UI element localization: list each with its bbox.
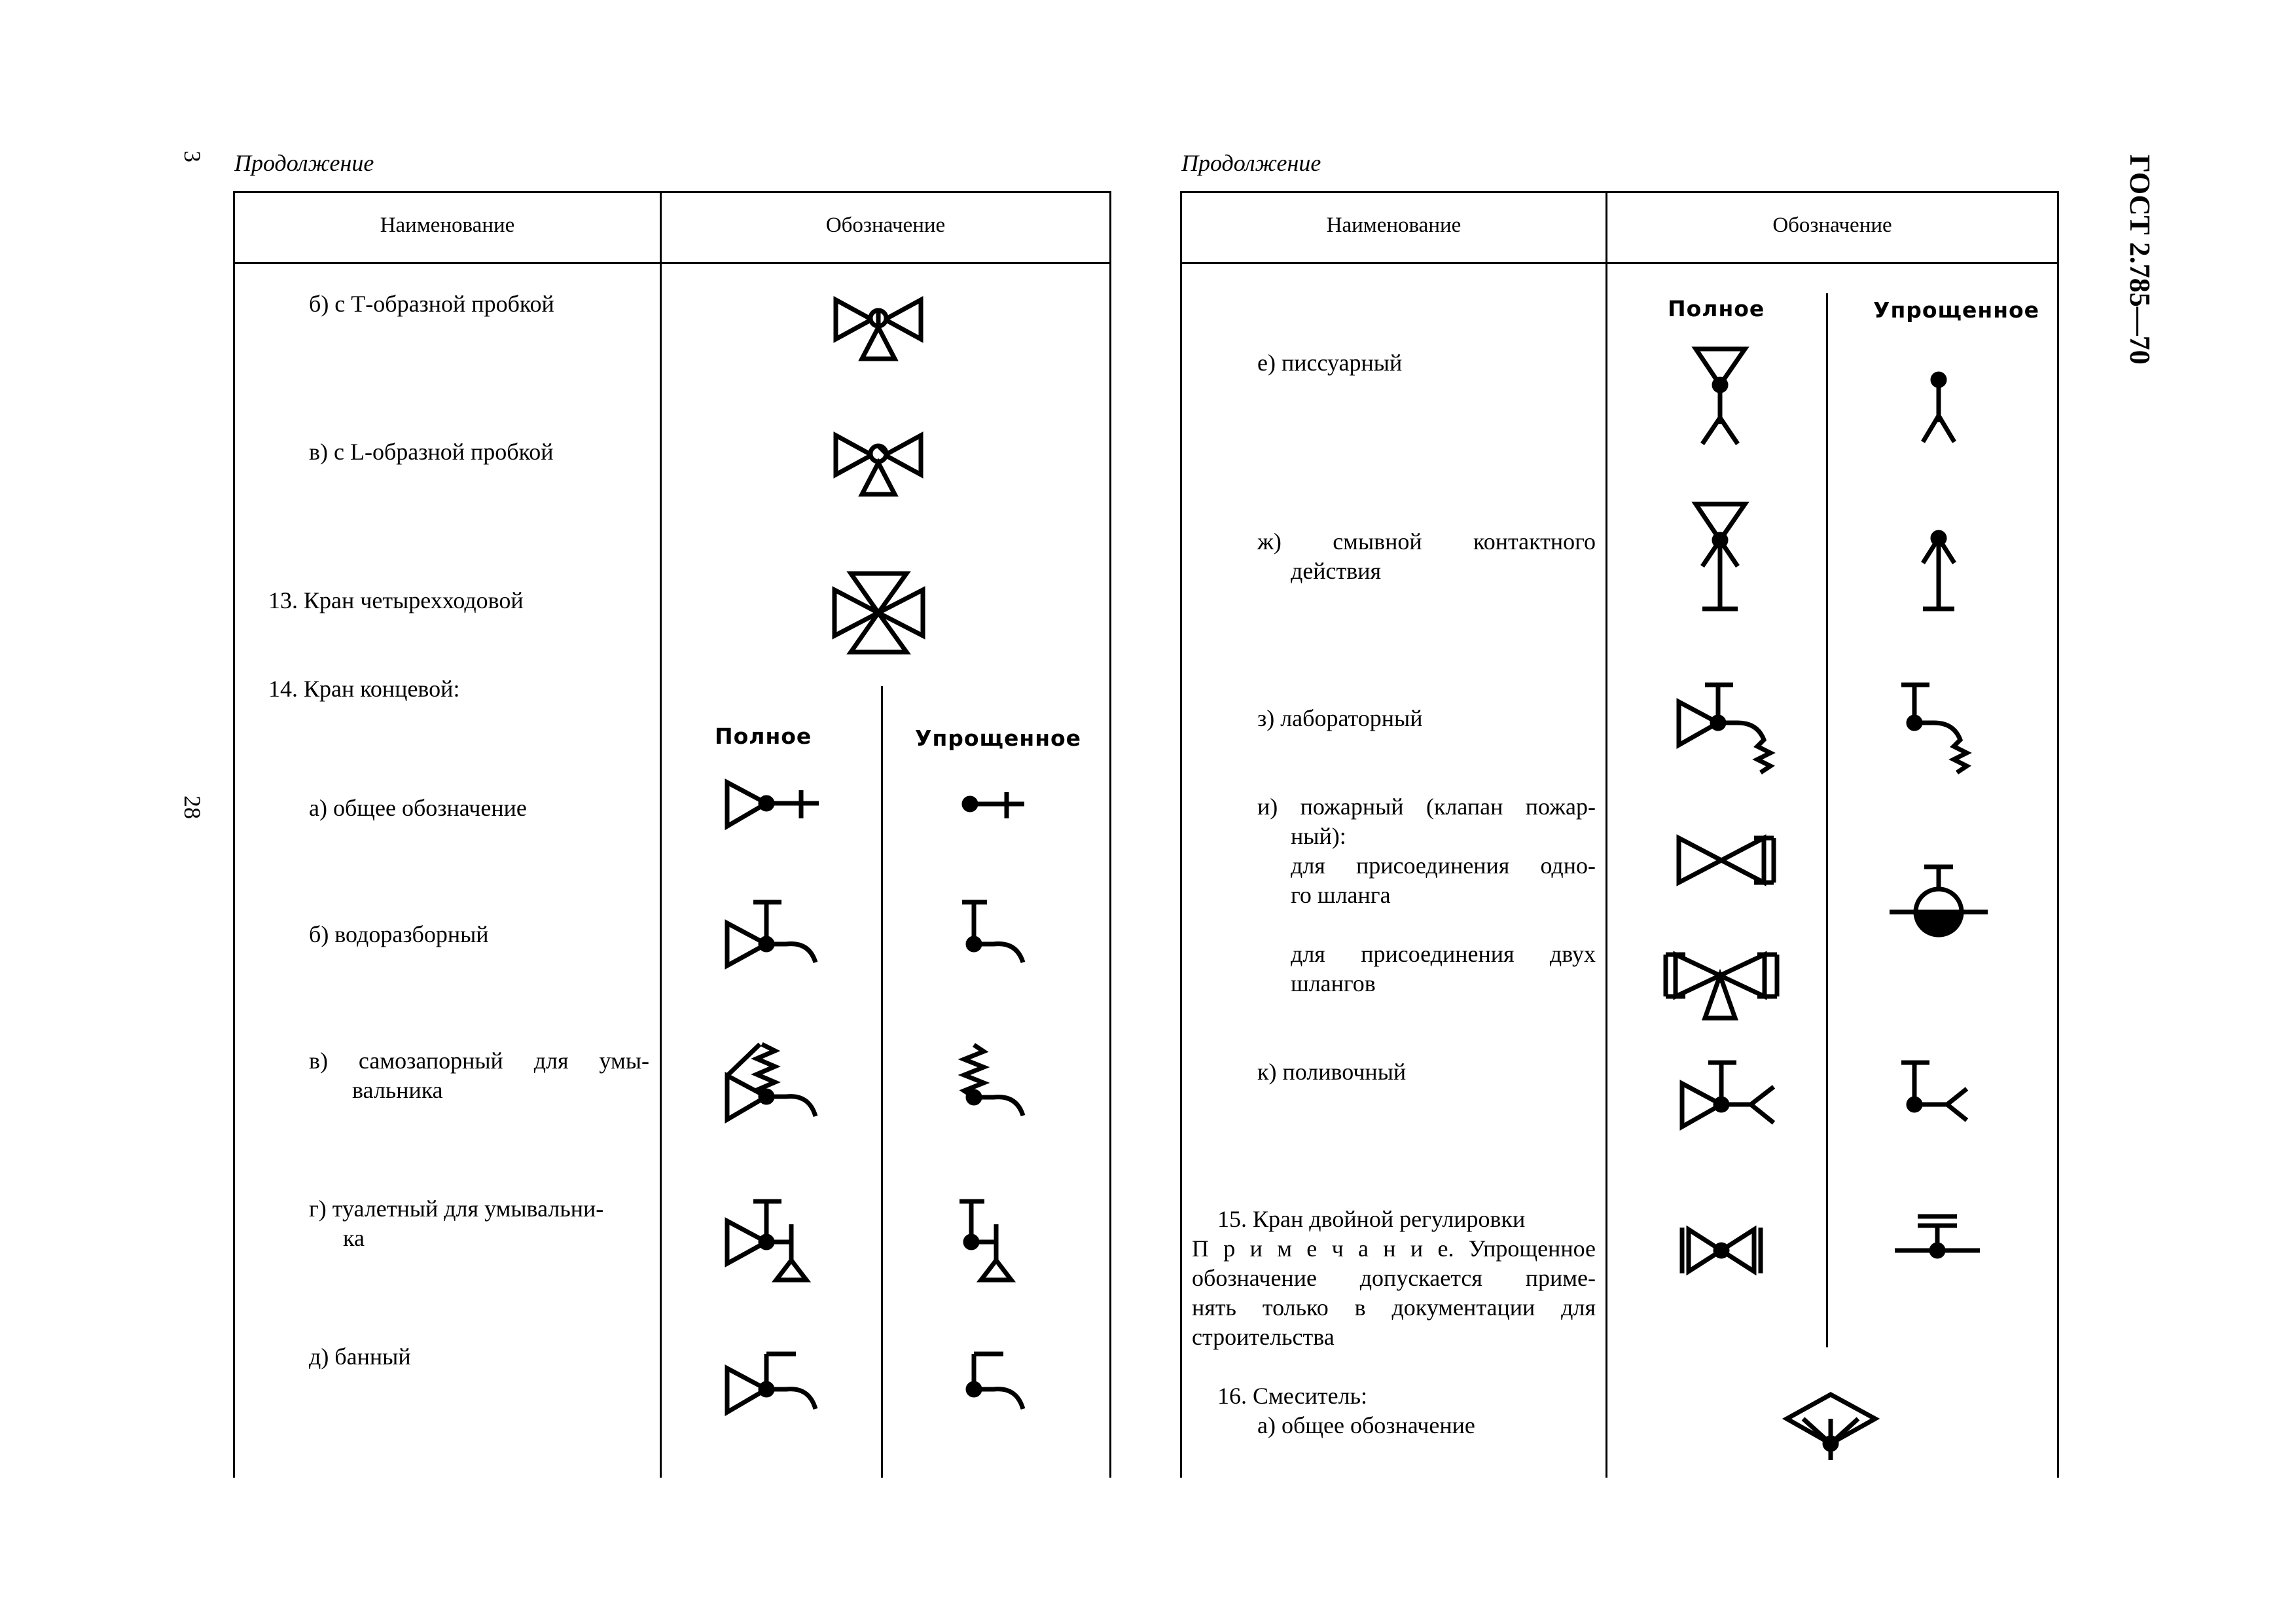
end-valve-general-full-symbol bbox=[724, 779, 822, 831]
row-16a-general: а) общее обозначение bbox=[1257, 1412, 1475, 1438]
end-valve-general-simple-symbol bbox=[962, 791, 1028, 820]
fire-valve-one-hose-full-symbol bbox=[1676, 833, 1780, 888]
right-header-symbol: Обозначение bbox=[1772, 213, 1892, 237]
bath-tap-simple-symbol bbox=[961, 1349, 1030, 1417]
water-tap-simple-symbol bbox=[961, 897, 1030, 969]
note-line1: П р и м е ч а н и е. Упрощенное bbox=[1192, 1235, 1596, 1262]
lavatory-tap-simple-symbol bbox=[958, 1198, 1024, 1283]
bath-tap-full-symbol bbox=[724, 1349, 822, 1417]
row-14d-bath: д) банный bbox=[309, 1343, 411, 1370]
row-z-lab: з) лабораторный bbox=[1257, 705, 1423, 731]
row-i-line5: для присоединения двух bbox=[1291, 941, 1596, 967]
continuation-left: Продолжение bbox=[234, 150, 374, 176]
t-plug-valve-symbol bbox=[833, 293, 924, 365]
right-label-full: Полное bbox=[1668, 296, 1765, 321]
row-i-line3: для присоединения одно- bbox=[1291, 852, 1596, 879]
lab-tap-full-symbol bbox=[1676, 681, 1780, 779]
flush-tap-simple-symbol bbox=[1918, 530, 1960, 615]
row-14a-general: а) общее обозначение bbox=[309, 795, 527, 821]
row-14-end-valve: 14. Кран концевой: bbox=[268, 676, 460, 702]
row-i-line1: и) пожарный (клапан пожар- bbox=[1257, 793, 1596, 820]
left-header-name: Наименование bbox=[380, 213, 515, 237]
watering-tap-full-symbol bbox=[1679, 1057, 1780, 1133]
page-number: 28 bbox=[179, 795, 206, 819]
right-header-name: Наименование bbox=[1326, 213, 1462, 237]
lab-tap-simple-symbol bbox=[1898, 681, 1973, 779]
row-t-plug: б) с Т-образной пробкой bbox=[309, 291, 554, 317]
lavatory-tap-full-symbol bbox=[724, 1198, 816, 1283]
urinal-tap-full-symbol bbox=[1693, 346, 1748, 447]
row-14v-line1: в) самозапорный для умы- bbox=[309, 1048, 649, 1074]
flush-tap-full-symbol bbox=[1693, 501, 1748, 615]
row-14v-line2: вальника bbox=[352, 1077, 443, 1103]
double-regulation-valve-full-symbol bbox=[1679, 1224, 1764, 1277]
l-plug-valve-symbol bbox=[833, 429, 924, 501]
note-line4: строительства bbox=[1192, 1324, 1335, 1350]
left-header-symbol: Обозначение bbox=[825, 213, 946, 237]
row-i-line4: го шланга bbox=[1291, 882, 1391, 908]
row-15-double: 15. Кран двойной регулировки bbox=[1217, 1206, 1526, 1232]
row-zh-line2: действия bbox=[1291, 558, 1382, 584]
left-label-full: Полное bbox=[715, 723, 812, 749]
watering-tap-simple-symbol bbox=[1898, 1057, 1977, 1123]
four-way-valve-symbol bbox=[831, 567, 926, 659]
continuation-right: Продолжение bbox=[1181, 150, 1321, 176]
double-regulation-valve-simple-symbol bbox=[1892, 1213, 1983, 1258]
mixer-general-symbol bbox=[1784, 1391, 1878, 1463]
water-tap-full-symbol bbox=[724, 897, 822, 972]
urinal-tap-simple-symbol bbox=[1918, 373, 1960, 445]
row-e-urinal: е) писсуарный bbox=[1257, 350, 1403, 376]
note-line2: обозначение допускается приме- bbox=[1192, 1265, 1596, 1291]
row-13-four-way: 13. Кран четырехходовой bbox=[268, 587, 524, 613]
row-zh-line1: ж) смывной контактного bbox=[1257, 528, 1596, 555]
fire-valve-two-hose-full-symbol bbox=[1662, 949, 1780, 1021]
side-number: 3 bbox=[179, 151, 206, 162]
self-closing-tap-full-symbol bbox=[724, 1031, 822, 1129]
row-i-line6: шлангов bbox=[1291, 970, 1376, 996]
row-14b-water: б) водоразборный bbox=[309, 921, 489, 947]
note-line3: нять только в документации для bbox=[1192, 1294, 1596, 1321]
right-label-simplified: Упрощенное bbox=[1873, 297, 2040, 323]
row-i-line2: ный): bbox=[1291, 823, 1346, 849]
fire-valve-simple-symbol bbox=[1886, 863, 1991, 941]
row-14g-line1: г) туалетный для умывальни- bbox=[309, 1195, 604, 1222]
row-16-mixer: 16. Смеситель: bbox=[1217, 1383, 1368, 1409]
row-14g-line2: ка bbox=[343, 1225, 365, 1251]
gost-number: ГОСТ 2.785—70 bbox=[2124, 155, 2156, 365]
self-closing-tap-simple-symbol bbox=[961, 1042, 1030, 1121]
left-label-simplified: Упрощенное bbox=[915, 725, 1082, 751]
row-l-plug: в) с L-образной пробкой bbox=[309, 439, 554, 465]
row-k-watering: к) поливочный bbox=[1257, 1059, 1407, 1085]
